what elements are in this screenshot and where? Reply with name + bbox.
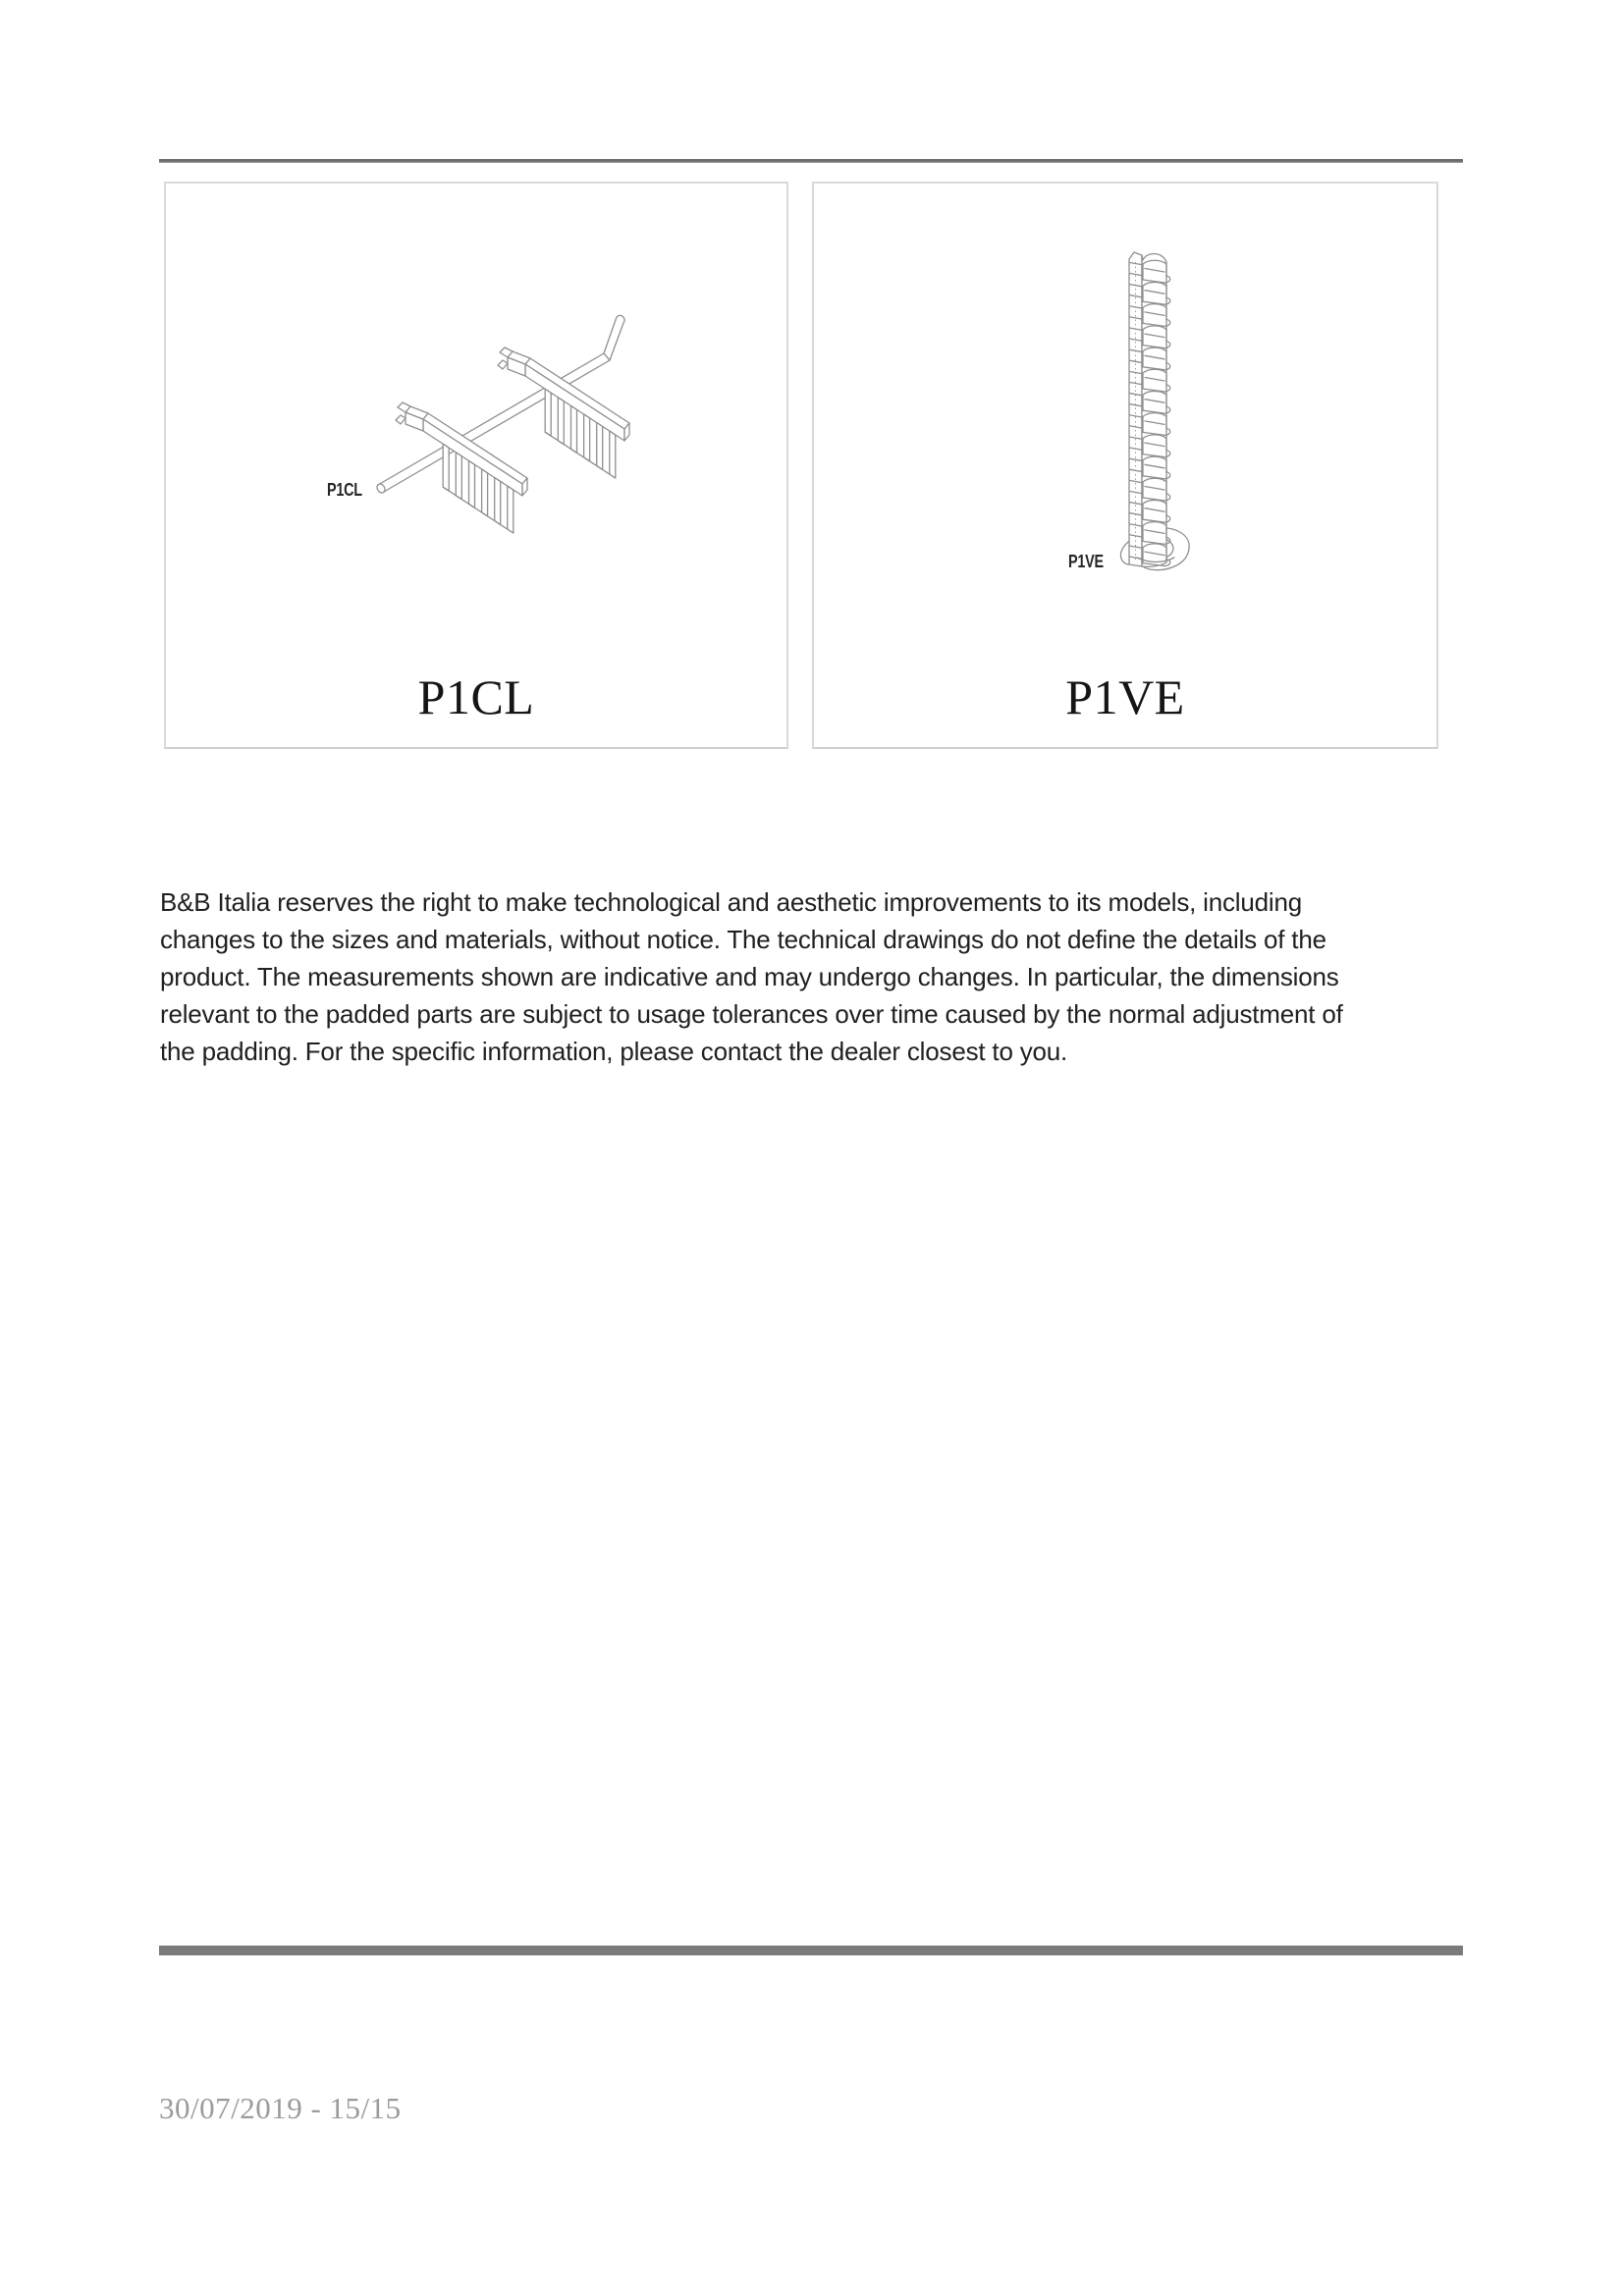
bottom-rule bbox=[159, 1946, 1463, 1955]
p1cl-technical-drawing bbox=[166, 184, 786, 747]
product-code-p1ve: P1VE bbox=[1065, 669, 1185, 724]
disclaimer-line: product. The measurements shown are indicative and may undergo changes. In particular, the dimensions bbox=[160, 962, 1339, 991]
product-card-p1ve bbox=[812, 182, 1438, 749]
spine-column bbox=[1129, 252, 1174, 566]
disclaimer-line: changes to the sizes and materials, without notice. The technical drawings do not define the details of the bbox=[160, 925, 1326, 954]
disclaimer-line: B&B Italia reserves the right to make technological and aesthetic improvements to its models, including bbox=[160, 887, 1302, 917]
disclaimer-paragraph bbox=[160, 883, 1446, 1070]
footer-date-page: 30/07/2019 - 15/15 bbox=[159, 2091, 402, 2125]
disclaimer-line: the padding. For the specific information, please contact the dealer closest to you. bbox=[160, 1037, 1068, 1066]
drawing-label-p1ve: P1VE bbox=[1068, 552, 1104, 571]
product-card-p1cl bbox=[164, 182, 788, 749]
drawing-label-p1cl: P1CL bbox=[327, 480, 362, 500]
product-code-p1cl: P1CL bbox=[417, 669, 535, 724]
bent-rod-end bbox=[604, 315, 624, 360]
disclaimer-line: relevant to the padded parts are subject to usage tolerances over time caused by the normal adjustment of bbox=[160, 999, 1343, 1029]
top-rule bbox=[159, 159, 1463, 163]
p1ve-technical-drawing bbox=[814, 184, 1436, 747]
